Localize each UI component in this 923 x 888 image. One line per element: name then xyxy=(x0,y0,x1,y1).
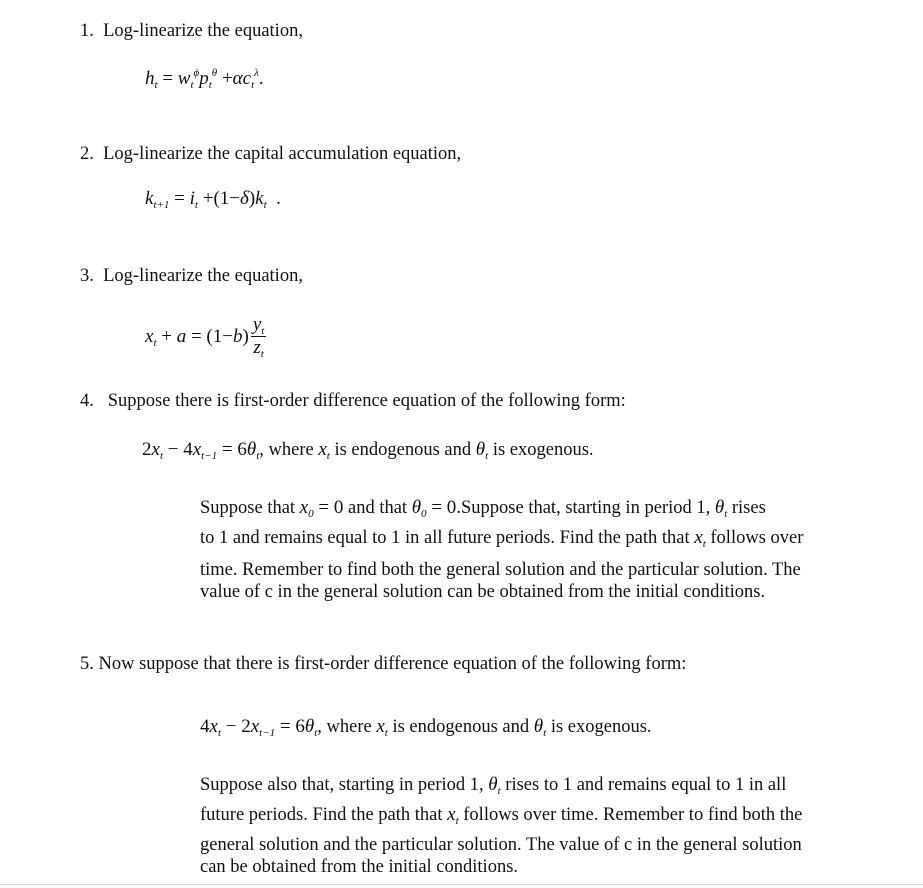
question-3 xyxy=(80,265,303,287)
equation-4: $2x_t - 4x_{t-1} = 6\theta_t$ xyxy=(142,439,260,462)
question-5 xyxy=(80,653,686,675)
question-1 xyxy=(80,20,303,42)
equation-5-line: $4x_t - 2x_{t-1} = 6\theta_t$, where $x_t$ is endogenous and $\theta_t$ is exogenous. xyxy=(200,716,652,739)
page-bottom-divider xyxy=(0,884,923,885)
question-text: Log-linearize the equation, xyxy=(103,21,303,41)
equation-1: $h_t = w_t^\phi p_t^\theta +\alpha c_t^\lambda$. xyxy=(145,67,264,91)
question-number: 4. xyxy=(80,391,94,411)
equation-3: $x_t + a = (1-b)$ $\frac{y_t}{z_t}$ xyxy=(145,314,265,360)
question-2 xyxy=(80,143,461,165)
question-number: 2. xyxy=(80,144,94,164)
equation-5: $4x_t - 2x_{t-1} = 6\theta_t$ xyxy=(200,716,318,739)
question-4-instructions: Suppose that $x_0 = 0$ and that $\theta_0$ = 0.Suppose that, starting in period 1, $\theta_t$ rises to 1 and remains equal to 1 in all future periods. Find the path that $x_t$ follows over time. Remember to find both the general solution and the particular solution. The value of c in the general solution can be obtained from the initial conditions. xyxy=(200,497,804,602)
question-text: Log-linearize the equation, xyxy=(103,266,303,286)
question-4 xyxy=(80,390,626,412)
question-text: 5. Now suppose that there is first-order difference equation of the following form: xyxy=(80,654,687,674)
equation-2: $k_{t+1} = i_t +(1-\delta)k_t$ . xyxy=(145,188,281,211)
question-text: Log-linearize the capital accumulation equation, xyxy=(103,144,462,164)
equation-4-line: $2x_t - 4x_{t-1} = 6\theta_t$, where $x_t$ is endogenous and $\theta_t$ is exogenous. xyxy=(142,439,594,462)
question-number: 1. xyxy=(80,21,94,41)
question-5-instructions: Suppose also that, starting in period 1, $\theta_t$ rises to 1 and remains equal to 1 in all future periods. Find the path that $x_t$ follows over time. Remember to find both the general solution and the particular solution. The value of c in the general solution can be obtained from the initial conditions. xyxy=(200,774,803,877)
question-text: Suppose there is first-order difference equation of the following form: xyxy=(107,391,626,411)
question-number: 3. xyxy=(80,266,94,286)
